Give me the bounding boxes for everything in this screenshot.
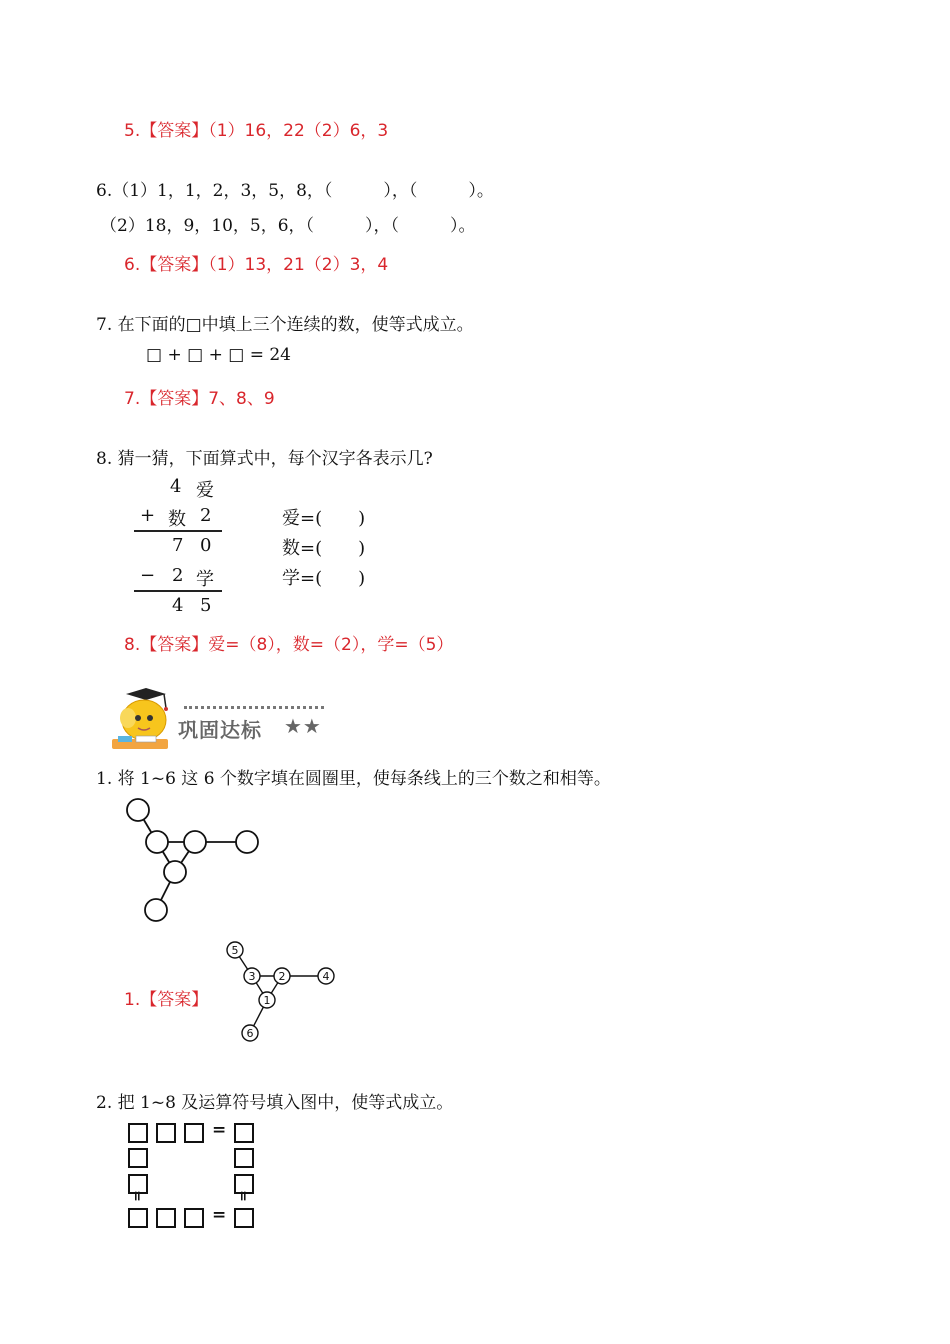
q7-equation: □ + □ + □ = 24 bbox=[146, 345, 291, 365]
answer-box[interactable] bbox=[128, 1123, 148, 1143]
star-icon: ★★ bbox=[284, 714, 322, 738]
blank-ai: 爱=( ) bbox=[282, 508, 366, 529]
answer-box[interactable] bbox=[184, 1123, 204, 1143]
answer-box[interactable] bbox=[128, 1148, 148, 1168]
answer-box[interactable] bbox=[234, 1123, 254, 1143]
q8-prompt: 8. 猜一猜，下面算式中，每个汉字各表示几? bbox=[96, 449, 433, 469]
figure-circle bbox=[146, 831, 168, 853]
calc-plus: + bbox=[140, 505, 156, 526]
section-title: 巩固达标 bbox=[178, 718, 262, 742]
p1-prompt: 1. 将 1~6 这 6 个数字填在圆圈里，使每条线上的三个数之和相等。 bbox=[96, 769, 611, 789]
q7-answer: 7.【答案】7、8、9 bbox=[124, 389, 275, 409]
vertical-equals-sign: = bbox=[234, 1190, 251, 1202]
box-grid bbox=[126, 1120, 266, 1230]
answer-num: 3 bbox=[248, 970, 256, 983]
calc-digit: 5 bbox=[200, 595, 212, 616]
blank-shu: 数=( ) bbox=[282, 538, 366, 559]
q6-line2: （2）18，9，10，5，6，（ ），（ ）。 bbox=[100, 216, 476, 236]
answer-num: 1 bbox=[263, 994, 271, 1007]
answer-num: 6 bbox=[246, 1027, 254, 1040]
answer-num: 2 bbox=[278, 970, 286, 983]
calc-digit: 4 bbox=[170, 476, 182, 497]
q6-answer: 6.【答案】（1）13，21（2）3，4 bbox=[124, 255, 389, 275]
q7-prompt: 7. 在下面的□中填上三个连续的数，使等式成立。 bbox=[96, 315, 474, 335]
answer-box[interactable] bbox=[184, 1208, 204, 1228]
equals-sign: = bbox=[212, 1205, 227, 1225]
answer-num: 5 bbox=[231, 944, 239, 957]
calc-divider bbox=[134, 530, 222, 532]
calc-digit: 0 bbox=[200, 535, 212, 556]
figure-circle bbox=[236, 831, 258, 853]
answer-circle-figure bbox=[220, 938, 345, 1048]
calc-digit: 4 bbox=[172, 595, 184, 616]
answer-num: 4 bbox=[322, 970, 330, 983]
answer-box[interactable] bbox=[128, 1208, 148, 1228]
answer-box[interactable] bbox=[156, 1208, 176, 1228]
calc-char-ai: 爱 bbox=[196, 480, 214, 501]
calc-digit: 2 bbox=[172, 565, 184, 586]
figure-circle bbox=[145, 899, 167, 921]
calc-minus: − bbox=[140, 565, 156, 586]
dotted-accent bbox=[184, 706, 324, 709]
p2-prompt: 2. 把 1~8 及运算符号填入图中，使等式成立。 bbox=[96, 1093, 454, 1113]
vertical-calculation bbox=[130, 472, 240, 620]
circle-figure bbox=[110, 792, 280, 932]
calc-divider bbox=[134, 590, 222, 592]
q5-answer: 5.【答案】（1）16，22（2）6，3 bbox=[124, 121, 389, 141]
figure-circle bbox=[164, 861, 186, 883]
answer-box[interactable] bbox=[234, 1208, 254, 1228]
mascot-icon bbox=[108, 684, 178, 754]
p1-answer-label: 1.【答案】 bbox=[124, 990, 209, 1010]
vertical-equals-sign: = bbox=[128, 1190, 145, 1202]
answer-box[interactable] bbox=[156, 1123, 176, 1143]
blank-xue: 学=( ) bbox=[282, 568, 366, 589]
answer-box[interactable] bbox=[234, 1148, 254, 1168]
figure-circle bbox=[127, 799, 149, 821]
section-banner bbox=[108, 684, 348, 754]
q8-answer: 8.【答案】爱=（8），数=（2），学=（5） bbox=[124, 635, 454, 655]
q6-line1: 6.（1）1，1，2，3，5，8，（ ），（ ）。 bbox=[96, 181, 494, 201]
calc-digit: 2 bbox=[200, 505, 212, 526]
figure-circle bbox=[184, 831, 206, 853]
calc-char-xue: 学 bbox=[196, 569, 214, 590]
calc-char-shu: 数 bbox=[168, 509, 186, 530]
calc-digit: 7 bbox=[172, 535, 184, 556]
equals-sign: = bbox=[212, 1120, 227, 1140]
